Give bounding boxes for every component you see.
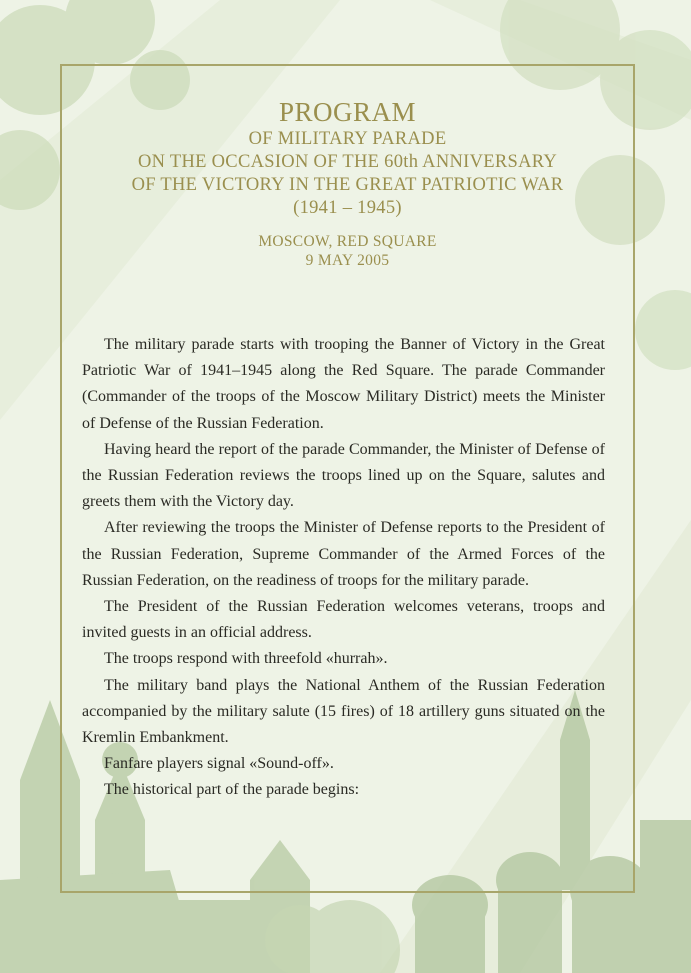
location-date — [60, 232, 635, 270]
body-paragraph: After reviewing the troops the Minister of Defense reports to the President of the Russian Federation, Supreme Commander of the Armed Forces of the Russian Federation, on the readiness of troops for the military parade. — [82, 519, 605, 589]
body-paragraph: Fanfare players signal «Sound-off». — [104, 755, 334, 773]
date-line: 9 MAY 2005 — [305, 252, 390, 269]
body-paragraph: The troops respond with threefold «hurrah». — [104, 650, 388, 668]
subtitle-years: (1941 – 1945) — [293, 198, 402, 218]
body-paragraph: The President of the Russian Federation welcomes veterans, troops and invited guests in an official address. — [82, 598, 605, 642]
program-body — [82, 332, 605, 804]
program-header — [60, 96, 635, 270]
body-paragraph: The historical part of the parade begins: — [104, 781, 360, 799]
subtitle-line: OF THE VICTORY IN THE GREAT PATRIOTIC WAR — [131, 175, 564, 195]
location-line: MOSCOW, RED SQUARE — [258, 233, 437, 250]
subtitle-line: OF MILITARY PARADE — [248, 129, 447, 149]
body-paragraph: The military parade starts with trooping the Banner of Victory in the Great Patriotic War of 1941–1945 along the Red Square. The parade Commander (Commander of the troops of the Moscow Military District) meets the Minister of Defense of the Russian Federation. — [82, 336, 605, 432]
program-title: PROGRAM — [278, 97, 417, 127]
subtitle-line: ON THE OCCASION OF THE 60th ANNIVERSARY — [137, 152, 558, 172]
body-paragraph: Having heard the report of the parade Commander, the Minister of Defense of the Russian Federation reviews the troops lined up on the Square, salutes and greets them with the Victory day. — [82, 440, 605, 511]
body-paragraph: The military band plays the National Anthem of the Russian Federation accompanied by the military salute (15 fires) of 18 artillery guns situated on the Kremlin Embankment. — [82, 676, 605, 747]
